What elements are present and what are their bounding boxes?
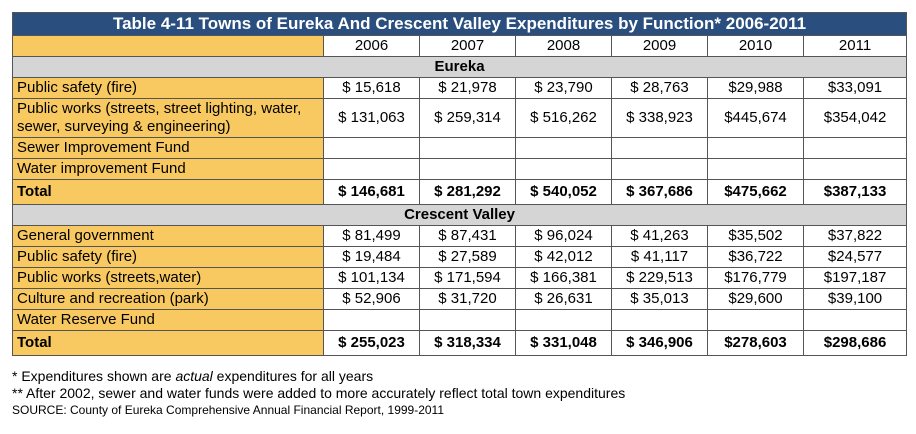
table-row [13, 310, 907, 331]
value-cell: $176,779 [708, 268, 804, 289]
expenditures-table-container [12, 12, 906, 356]
table-row [13, 78, 907, 99]
value-cell [516, 159, 612, 180]
total-row [13, 331, 907, 356]
value-cell: $ 19,484 [324, 247, 420, 268]
value-cell: $ 96,024 [516, 226, 612, 247]
value-cell: $ 26,631 [516, 289, 612, 310]
value-cell [324, 310, 420, 331]
row-label: Total [13, 331, 324, 356]
value-cell: $445,674 [708, 99, 804, 138]
row-label: Water improvement Fund [13, 159, 324, 180]
row-label: Public works (streets, street lighting, water, sewer, surveying & engineering) [13, 99, 324, 138]
value-cell: $ 23,790 [516, 78, 612, 99]
value-cell: $298,686 [804, 331, 907, 356]
year-header-cell: 2010 [708, 36, 804, 57]
value-cell: $475,662 [708, 180, 804, 205]
table-title: Table 4-11 Towns of Eureka And Crescent Valley Expenditures by Function* 2006-2011 [13, 13, 907, 36]
year-header-cell: 2007 [420, 36, 516, 57]
value-cell: $ 318,334 [420, 331, 516, 356]
value-cell: $ 41,117 [612, 247, 708, 268]
table-row [13, 289, 907, 310]
source-note: SOURCE: County of Eureka Comprehensive Annual Financial Report, 1999-2011 [12, 403, 445, 417]
value-cell: $ 281,292 [420, 180, 516, 205]
value-cell [612, 159, 708, 180]
value-cell: $33,091 [804, 78, 907, 99]
table-row [13, 247, 907, 268]
year-header-blank [13, 36, 324, 57]
value-cell: $ 41,263 [612, 226, 708, 247]
table-notes [12, 368, 625, 419]
value-cell: $ 52,906 [324, 289, 420, 310]
value-cell: $39,100 [804, 289, 907, 310]
value-cell: $ 229,513 [612, 268, 708, 289]
value-cell: $37,822 [804, 226, 907, 247]
value-cell: $ 31,720 [420, 289, 516, 310]
value-cell [612, 138, 708, 159]
row-label: Sewer Improvement Fund [13, 138, 324, 159]
value-cell: $ 166,381 [516, 268, 612, 289]
table-row [13, 268, 907, 289]
value-cell: $ 367,686 [612, 180, 708, 205]
value-cell [708, 310, 804, 331]
value-cell: $354,042 [804, 99, 907, 138]
row-label: Public safety (fire) [13, 247, 324, 268]
section-title: Crescent Valley [13, 205, 907, 226]
value-cell: $ 338,923 [612, 99, 708, 138]
value-cell: $ 15,618 [324, 78, 420, 99]
value-cell: $ 87,431 [420, 226, 516, 247]
note-funds: ** After 2002, sewer and water funds were added to more accurately reflect total town expenditures [12, 385, 626, 401]
expenditures-table [12, 12, 907, 356]
value-cell [420, 310, 516, 331]
value-cell [708, 138, 804, 159]
value-cell: $ 101,134 [324, 268, 420, 289]
value-cell: $ 28,763 [612, 78, 708, 99]
row-label: Public works (streets,water) [13, 268, 324, 289]
value-cell: $29,988 [708, 78, 804, 99]
table-row [13, 159, 907, 180]
year-header-cell: 2006 [324, 36, 420, 57]
year-header-cell: 2011 [804, 36, 907, 57]
value-cell [708, 159, 804, 180]
value-cell: $ 27,589 [420, 247, 516, 268]
row-label: Culture and recreation (park) [13, 289, 324, 310]
value-cell: $278,603 [708, 331, 804, 356]
value-cell: $ 21,978 [420, 78, 516, 99]
value-cell: $ 146,681 [324, 180, 420, 205]
value-cell [804, 310, 907, 331]
row-label: Water Reserve Fund [13, 310, 324, 331]
value-cell [516, 310, 612, 331]
section-header-row [13, 57, 907, 78]
value-cell: $ 516,262 [516, 99, 612, 138]
table-row [13, 99, 907, 138]
total-row [13, 180, 907, 205]
value-cell: $387,133 [804, 180, 907, 205]
value-cell [420, 159, 516, 180]
value-cell: $36,722 [708, 247, 804, 268]
row-label: Public safety (fire) [13, 78, 324, 99]
value-cell [420, 138, 516, 159]
value-cell: $ 259,314 [420, 99, 516, 138]
year-header-cell: 2009 [612, 36, 708, 57]
row-label: General government [13, 226, 324, 247]
table-row [13, 138, 907, 159]
value-cell [324, 159, 420, 180]
value-cell [612, 310, 708, 331]
note-actual: * Expenditures shown are actual expenditures for all years [12, 368, 374, 384]
value-cell: $ 346,906 [612, 331, 708, 356]
value-cell: $24,577 [804, 247, 907, 268]
section-header-row [13, 205, 907, 226]
table-row [13, 226, 907, 247]
year-header-cell: 2008 [516, 36, 612, 57]
value-cell [804, 159, 907, 180]
value-cell: $ 540,052 [516, 180, 612, 205]
value-cell [516, 138, 612, 159]
value-cell: $197,187 [804, 268, 907, 289]
row-label: Total [13, 180, 324, 205]
value-cell: $29,600 [708, 289, 804, 310]
section-title: Eureka [13, 57, 907, 78]
year-header-row [13, 36, 907, 57]
value-cell: $ 81,499 [324, 226, 420, 247]
value-cell: $ 131,063 [324, 99, 420, 138]
value-cell [804, 138, 907, 159]
value-cell [324, 138, 420, 159]
value-cell: $35,502 [708, 226, 804, 247]
value-cell: $ 255,023 [324, 331, 420, 356]
value-cell: $ 331,048 [516, 331, 612, 356]
value-cell: $ 35,013 [612, 289, 708, 310]
value-cell: $ 42,012 [516, 247, 612, 268]
value-cell: $ 171,594 [420, 268, 516, 289]
